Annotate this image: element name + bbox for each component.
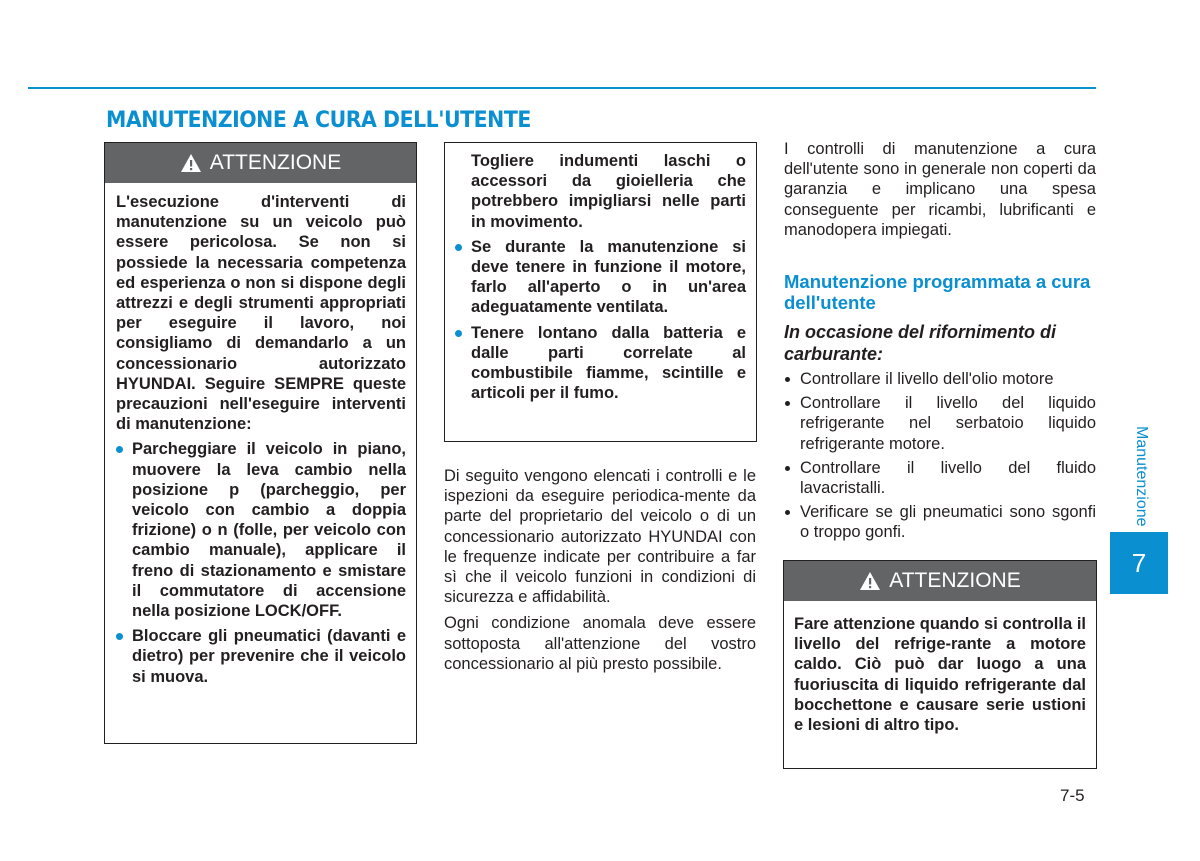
warning-bullet-list [116,439,406,686]
bullet-dot [785,466,790,471]
paragraph: Ogni condizione anomala deve essere sottoposta all'attenzione del vostro concessionario al più presto possibile. [444,614,756,673]
middle-text [444,466,756,674]
header-rule [28,87,1096,89]
warning-triangle-icon [859,571,881,591]
bullet-dot [785,377,790,382]
section-title: MANUTENZIONE A CURA DELL'UTENTE [106,108,531,133]
warning-header [784,561,1096,601]
warning-box-1 [104,142,417,744]
paragraph: Di seguito vengono elencati i controlli e le ispezioni da eseguire periodica-mente da parte del proprietario del veicolo o di un concessionario autorizzato HYUNDAI con le frequenze indicate per contribuire a far sì che il veicolo funzioni in condizioni di sicurezza e affidabilità. [444,467,756,607]
warning-title: ATTENZIONE [889,569,1021,592]
warning-box-continued [444,142,757,442]
right-intro [784,139,1096,240]
bullet-dot [116,446,123,453]
bullet-dot [455,330,462,337]
bullet-dot [785,510,790,515]
subheading: Manutenzione programmata a cura dell'utente [784,271,1091,313]
list-item-text: Tenere lontano dalla batteria e dalle parti correlate al combustibile fiamme, scintille e articoli per il fumo. [471,323,746,403]
page-number: 7-5 [1060,786,1085,805]
warning-paragraph: L'esecuzione d'interventi di manutenzione su un veicolo può essere pericolosa. Se non si possiede la necessaria competenza ed esperienza o non si dispone degli attrezzi e degli strumenti appropriati per eseguire il lavoro, noi consigliamo di demandarlo a un concessionario autorizzato HYUNDAI. Seguire SEMPRE queste precauzioni nell'eseguire interventi di manutenzione: [116,193,406,434]
bullet-dot [455,244,462,251]
list-item [784,458,1096,498]
warning-body [784,601,1096,735]
warning-paragraph: Fare attenzione quando si controlla il livello del refrige-rante a motore caldo. Ciò può dar luogo a una fuoriuscita di liquido refrigerante dal bocchettone e causare serie ustioni e lesioni di altro tipo. [794,615,1086,735]
list-item [116,439,406,621]
list-item-text: Parcheggiare il veicolo in piano, muovere la leva cambio nella posizione p (parcheggio, per veicolo con cambio a doppia frizione) o n (folle, per veicolo con cambio manuale), applicare il freno di stazionamento e smistare il commutatore di accensione nella posizione LOCK/OFF. [132,440,406,621]
warning-triangle-icon [180,153,202,173]
list-item [455,237,746,318]
list-item-text: Se durante la manutenzione si deve tenere in funzione il motore, farlo all'aperto o in un'area adeguatamente ventilata. [471,237,746,317]
list-item-text: Verificare se gli pneumatici sono sgonfi o troppo gonfi. [800,503,1096,542]
list-item-text: Controllare il livello del liquido refrigerante nel serbatoio liquido refrigerante motore. [800,394,1096,453]
warning-bullet-list [455,237,746,404]
warning-continued-text: Togliere indumenti laschi o accessori da gioielleria che potrebbero impigliarsi nelle parti in movimento. [471,152,746,231]
list-item-text: Controllare il livello dell'olio motore [800,370,1054,388]
warning-box-2 [783,560,1097,769]
list-item [784,502,1096,542]
list-item [455,323,746,404]
warning-body [105,183,416,687]
italic-heading: In occasione del rifornimento di carburante: [784,322,1057,364]
check-list [784,369,1096,547]
paragraph: I controlli di manutenzione a cura dell'utente sono in generale non coperti da garanzia e implicano una spesa conseguente per ricambi, lubrificanti e manodopera impiegati. [784,140,1096,239]
list-item [784,369,1096,389]
list-item [116,626,406,687]
list-item-text: Bloccare gli pneumatici (davanti e dietro) per prevenire che il veicolo si muova. [132,627,406,686]
warning-body [445,143,756,403]
list-item [784,393,1096,454]
chapter-tab-label: Manutenzione [1133,425,1150,527]
warning-header [105,143,416,183]
list-item-text: Controllare il livello del fluido lavacristalli. [800,458,1096,498]
chapter-tab: 7 [1110,532,1168,594]
warning-title: ATTENZIONE [209,151,342,174]
bullet-dot [785,401,790,406]
bullet-dot [116,633,123,640]
